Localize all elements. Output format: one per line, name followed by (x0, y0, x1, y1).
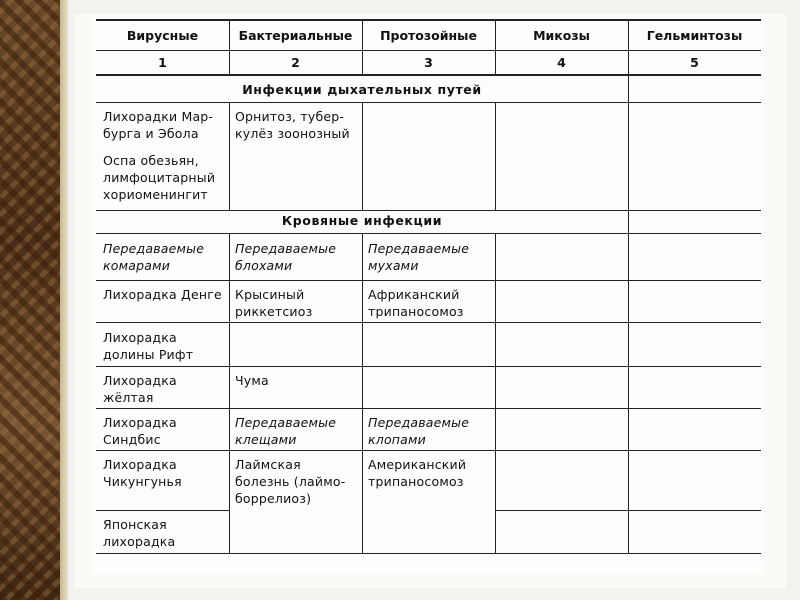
col-rule (362, 102, 363, 210)
col-number-1: 1 (158, 55, 167, 70)
row-rule (96, 322, 761, 323)
col-rule (628, 233, 629, 553)
col-number-4: 4 (557, 55, 566, 70)
col-header-protozoal: Протозойные (380, 28, 477, 43)
cell-marburg-ebola: Лихорадки Мар- бурга и Эбола (103, 109, 214, 141)
col-rule (495, 102, 496, 210)
cell-ornithosis: Орнитоз, тубер- кулёз зоонозный (235, 109, 350, 141)
col-header-mycoses: Микозы (533, 28, 590, 43)
header-bottom-rule (96, 74, 761, 76)
cell-plague: Чума (235, 373, 269, 388)
cell-rift-valley: Лихорадка долины Рифт (103, 330, 194, 362)
cell-japanese-fever: Японская лихорадка (103, 517, 176, 549)
section-title-blood: Кровяные инфекции (281, 213, 443, 228)
cell-vector-bugs: Передаваемые клопами (368, 415, 470, 447)
col-rule (628, 102, 629, 210)
col-number-3: 3 (424, 55, 433, 70)
cell-vector-flies: Передаваемые мухами (368, 241, 470, 273)
row-rule (96, 233, 761, 234)
cell-lyme: Лаймская болезнь (лаймо- боррелиоз) (235, 457, 346, 506)
table-top-rule (96, 19, 761, 21)
col-rule (495, 19, 496, 75)
cell-dengue: Лихорадка Денге (103, 287, 222, 302)
col-rule (229, 102, 230, 210)
col-rule (362, 233, 363, 553)
col-rule (628, 74, 629, 103)
col-rule (628, 19, 629, 75)
cell-vector-ticks: Передаваемые клещами (235, 415, 337, 447)
row-rule (96, 408, 761, 409)
col-header-helminthoses: Гельминтозы (646, 28, 743, 43)
wood-border-decoration (0, 0, 60, 600)
cell-monkeypox-lcm: Оспа обезьян, лимфоцитарный хориоменингит (103, 153, 216, 202)
row-rule (96, 450, 761, 451)
row-rule (96, 510, 229, 511)
cell-vector-fleas: Передаваемые блохами (235, 241, 337, 273)
col-header-bacterial: Бактериальные (238, 28, 353, 43)
cell-yellow-fever: Лихорадка жёлтая (103, 373, 177, 405)
col-number-2: 2 (291, 55, 300, 70)
col-header-viral: Вирусные (126, 28, 199, 43)
cell-sindbis: Лихорадка Синдбис (103, 415, 177, 447)
cell-rat-rickettsiosis: Крысиный риккетсиоз (235, 287, 313, 319)
cell-vector-mosquitoes: Передаваемые комарами (103, 241, 205, 273)
col-rule (229, 233, 230, 553)
cell-chikungunya: Лихорадка Чикунгунья (103, 457, 182, 489)
wood-border-edge (60, 0, 68, 600)
col-rule (229, 19, 230, 75)
section-title-respiratory: Инфекции дыхательных путей (242, 82, 482, 97)
col-rule (362, 19, 363, 75)
cell-american-trypanosomiasis: Американский трипаносомоз (368, 457, 467, 489)
row-rule (96, 280, 761, 281)
cell-african-trypanosomiasis: Африканский трипаносомоз (368, 287, 464, 319)
row-rule (96, 210, 761, 211)
col-number-5: 5 (690, 55, 699, 70)
row-rule (96, 366, 761, 367)
row-rule (96, 102, 761, 103)
col-rule (495, 233, 496, 553)
table-bottom-rule (96, 553, 761, 554)
header-rule (96, 50, 761, 51)
col-rule (628, 210, 629, 233)
